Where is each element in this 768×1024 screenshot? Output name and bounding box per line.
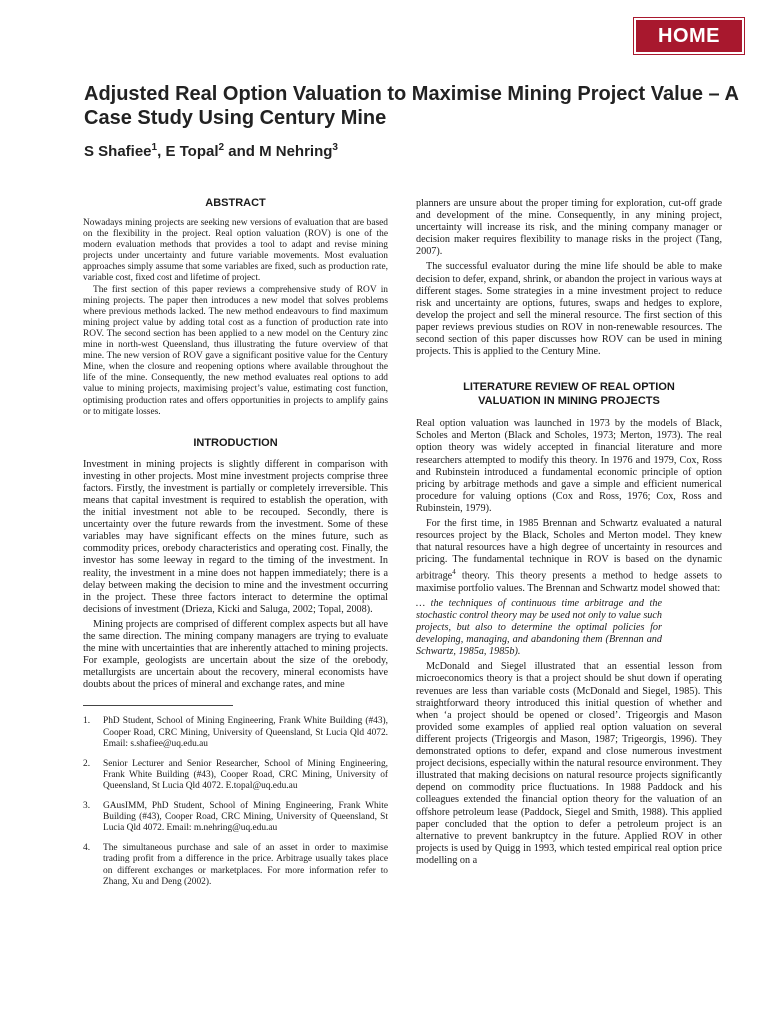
author-affiliation-mark: 3 [332, 142, 338, 153]
author-affiliation-mark: 1 [151, 142, 158, 153]
footnote-number: 4. [83, 843, 91, 854]
abstract-heading: ABSTRACT [205, 197, 266, 209]
footnote-number: 2. [83, 758, 91, 769]
body-paragraph: Real option valuation was launched in 1973 by the models of Black, Scholes and Merton (Black and Scholes, 1973; Merton, 1973). The real option theory was widely accepted in financial literature and more researchers attempted to modify this theory. In 1976 and 1979, Cox, Ross and Rubinstein introduced a fundamental economic principle of option pricing by arbitrage methods and gave a simple and efficient numerical procedure for valuing options (Cox and Ross, 1976; Cox, Ross and Rubinstein, 1979). [416, 418, 722, 514]
body-paragraph: The successful evaluator during the mine life should be able to make decision to defer, expand, shrink, or abandon the project in various ways at different stages. Some strategies in a mine investment project to reduce risk and uncertainty are options, futures, swaps and hedges to explore, develop the project and sell the mineral resource. The first section of this paper reviews previous studies on ROV in non-renewable resources. The second section of this paper discusses how ROV can be used in mining projects. This is applied to the Century Mine. [416, 261, 722, 358]
footnotes [83, 716, 388, 887]
footnote-divider [83, 705, 233, 706]
author-list [84, 142, 744, 160]
block-quote: … the techniques of continuous time arbitrage and the stochastic control theory may be used not only to value such projects, but also to determine the optimal policies for developing, managing, and abandoning them (Brennan and Schwartz, 1985a, 1985b). [416, 597, 662, 658]
body-paragraph: planners are unsure about the proper timing for exploration, cut-off grade and development of the mine. Consequently, in any mining project, uncertainty will increase its risk, and the mining company manager or decision maker requires flexibility to manage risks in the project (Tang, 2007). [416, 198, 722, 258]
footnote-text: Senior Lecturer and Senior Researcher, School of Mining Engineering, Frank White Building (#43), Cooper Road, CRC Mining, University of Queensland, St Lucia Qld 4072. E.topal@uq.edu.au [103, 758, 388, 791]
author-separator: , [157, 143, 166, 160]
footnote-reference: 4 [452, 568, 456, 577]
body-paragraph [416, 518, 722, 595]
body-paragraph: McDonald and Siegel illustrated that an essential lesson from microeconomics theory is that a project should be shut down if operating revenues are less than variable costs (McDonald and Siegel, 1985). This straightforward theory introduced this initial question of whether and when ‘a project should be opened or closed’. Trigeorgis and Mason provided some examples of applied real option valuation on several different projects (Trigeorgis and Mason, 1987; Trigeorgis, 1996). They demonstrated options to defer, expand and close numerous investment project decisions, especially within the natural resource environment. They illustrated that making decisions on natural resource projects significantly depend on commodity price fluctuations. In 1988 Paddock and his colleagues extended the financial option theory for the valuation of an offshore petroleum lease (Paddock, Siegel and Smith, 1988). This applied paper concluded that the option to defer a petroleum project is an alternative to prevent bankruptcy in the future. Applied ROV in other projects is used by Quigg in 1993, which tested empirical real option price modelling on a [416, 661, 722, 866]
literature-review-heading [416, 380, 722, 408]
introduction-heading: INTRODUCTION [193, 436, 278, 449]
abstract-paragraph: The first section of this paper reviews a comprehensive study of ROV in mining projects. The paper then introduces a new model that solves problems where previous methods lacked. The new method endeavours to find maximum mining project value by adding total cost as a function of production rate into ROV. The second section has been applied to a new model on the Century zinc mine in north-west Queensland, thus illustrating the future overview of that mine. The new version of ROV gave a significant positive value for the Century Mine, when the closure and reopening options where available throughout the life of the mine. Consequently, the new method evaluates real options to add value to mining projects, maximising project’s value, estimating cost function, optimising production rates and offers opportunities in projects to amplify gains or to mitigate losses. [83, 284, 388, 417]
introduction-section [83, 436, 388, 692]
footnote-number: 1. [83, 716, 91, 727]
literature-heading-line: VALUATION IN MINING PROJECTS [478, 395, 660, 408]
author-affiliation-mark: 2 [218, 142, 225, 153]
footnote [83, 716, 388, 749]
abstract-section [83, 196, 388, 418]
abstract-paragraph: Nowadays mining projects are seeking new versions of evaluation that are based on the flexibility in the project. Real option valuation (ROV) is one of the modern evaluation methods that provides a tool to adapt and revise mining projects under uncertainty and future variable movements. Most evaluation approaches simply assume that some variables are fixed, such as production rate, variable cost, fixed cost and lifetime of project. [83, 218, 388, 284]
footnote-text: The simultaneous purchase and sale of an asset in order to maximise trading profit from a difference in the price. Arbitrage usually takes place on different exchanges or marketplaces. For more information refer to Zhang, Xu and Deng (2002). [103, 843, 388, 887]
right-column [416, 198, 722, 867]
body-paragraph: Mining projects are comprised of different complex aspects but all have the same direction. The mining company managers are trying to evaluate the mine with uncertainties that are inherently attached to mining projects. For example, geologists are uncertain about the size of the orebody, metallurgists are uncertain about the recovery, mineral economists have doubts about the prices of mineral and exchange rates, and mine [83, 618, 388, 691]
author-name: S Shafiee [84, 143, 152, 160]
footnote [83, 801, 388, 834]
literature-heading-line: LITERATURE REVIEW OF REAL OPTION [463, 381, 675, 394]
footnote-number: 3. [83, 801, 91, 812]
footnote-text: PhD Student, School of Mining Engineering, Frank White Building (#43), Cooper Road, CRC Mining, University of Queensland, St Lucia Qld 4072. Email: s.shafiee@uq.edu.au [103, 716, 388, 749]
body-text: For the first time, in 1985 Brennan and Schwartz evaluated a natural resources project by the Black, Scholes and Merton model. They knew that natural resources have a high degree of uncertainty in resources and pricing. The fundamental technique in ROV is based on the dynamic arbitrage [416, 517, 722, 582]
author-name: E Topal [165, 143, 219, 160]
footnote [83, 759, 388, 792]
home-button[interactable]: HOME [634, 18, 744, 54]
body-paragraph: Investment in mining projects is slightly different in comparison with investing in other projects. Most mine investment projects comprise three factors. Firstly, the investment is partially or completely irreversible. This means that capital investment is required to establish the operation, with the initial investment not able to be recouped. Secondly, there is uncertainty over the future rewards from the investment. Some of these variables may have significant effects on the mines future, such as commodity prices, orebody characteristics and operating cost. Finally, the investor has some leeway in regard to the timing of the investment. In reality, the investment in a mine does not happen immediately; there is a delay between making the decision to mine and the investment occurring in the project. These three factors interact to determine the optimal decisions of investment (Drieza, Kicki and Saluga, 2002; Topal, 2008). [83, 458, 388, 615]
footnote-text: GAusIMM, PhD Student, School of Mining Engineering, Frank White Building (#43), Cooper Road, CRC Mining, University of Queensland, St Lucia Qld 4072. Email: m.nehring@uq.edu.au [103, 801, 388, 834]
author-name: M Nehring [259, 143, 333, 160]
paper-title: Adjusted Real Option Valuation to Maximise Mining Project Value – A Case Study Using Century Mine [84, 83, 739, 129]
left-column [83, 196, 388, 897]
body-text: theory. This theory presents a method to hedge assets to maximise portfolio values. The Brennan and Schwartz model showed that: [416, 570, 722, 594]
author-separator: and [224, 143, 260, 160]
footnote [83, 843, 388, 887]
